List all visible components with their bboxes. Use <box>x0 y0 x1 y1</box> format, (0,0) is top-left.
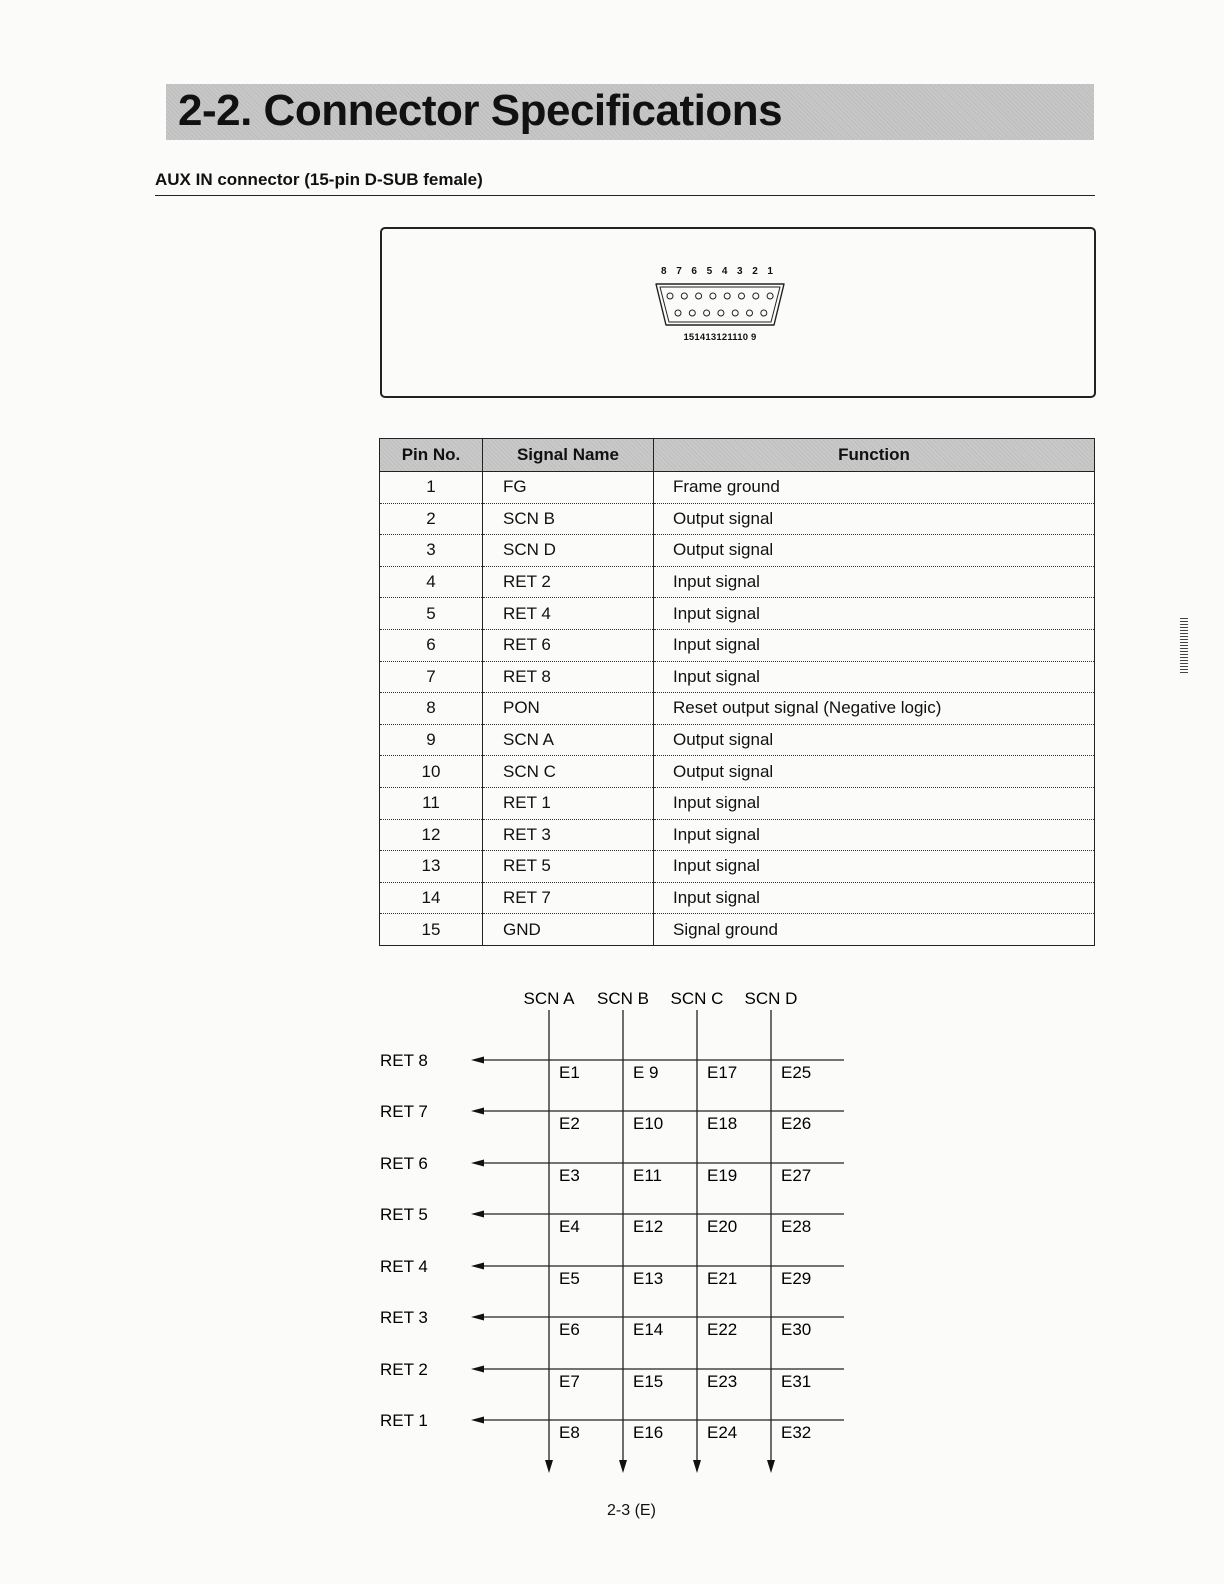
matrix-cell-label: E23 <box>707 1372 738 1391</box>
table-row <box>380 472 1095 504</box>
cell-signal-name: RET 4 <box>483 598 654 630</box>
return-line-label: RET 6 <box>380 1154 428 1173</box>
matrix-cell-label: E30 <box>781 1320 812 1339</box>
cell-function: Input signal <box>654 629 1095 661</box>
cell-function: Input signal <box>654 566 1095 598</box>
connector-pin-hole <box>753 293 759 299</box>
connector-pin-hole <box>732 310 738 316</box>
cell-pin-no: 7 <box>380 661 483 693</box>
table-row <box>380 629 1095 661</box>
cell-signal-name: SCN D <box>483 535 654 567</box>
header-function: Function <box>654 439 1095 472</box>
cell-function: Input signal <box>654 661 1095 693</box>
cell-function: Reset output signal (Negative logic) <box>654 693 1095 725</box>
matrix-cell-label: E18 <box>707 1114 738 1133</box>
header-signal-name: Signal Name <box>483 439 654 472</box>
connector-pin-hole <box>675 310 681 316</box>
connector-pin-hole <box>681 293 687 299</box>
connector-pin-hole <box>667 293 673 299</box>
matrix-cell-label: E2 <box>559 1114 580 1133</box>
table-row <box>380 914 1095 946</box>
connector-pin-hole <box>747 310 753 316</box>
matrix-cell-label: E4 <box>559 1217 580 1236</box>
cell-pin-no: 5 <box>380 598 483 630</box>
cell-signal-name: RET 6 <box>483 629 654 661</box>
section-divider <box>155 195 1095 196</box>
cell-pin-no: 1 <box>380 472 483 504</box>
pin-label: 3 <box>737 266 743 277</box>
pin-assignment-table <box>379 438 1095 946</box>
pin-label: 6 <box>691 266 697 277</box>
arrow-left-icon <box>471 1211 484 1218</box>
cell-pin-no: 9 <box>380 724 483 756</box>
cell-pin-no: 3 <box>380 535 483 567</box>
cell-pin-no: 2 <box>380 503 483 535</box>
cell-function: Signal ground <box>654 914 1095 946</box>
matrix-cell-label: E20 <box>707 1217 738 1236</box>
matrix-cell-label: E26 <box>781 1114 812 1133</box>
cell-function: Output signal <box>654 724 1095 756</box>
arrow-left-icon <box>471 1263 484 1270</box>
cell-signal-name: RET 5 <box>483 851 654 883</box>
margin-index-mark <box>1180 618 1188 674</box>
cell-signal-name: FG <box>483 472 654 504</box>
cell-pin-no: 10 <box>380 756 483 788</box>
matrix-cell-label: E14 <box>633 1320 664 1339</box>
matrix-cell-label: E7 <box>559 1372 580 1391</box>
page-number: 2-3 (E) <box>607 1502 656 1519</box>
matrix-cell-label: E13 <box>633 1269 664 1288</box>
arrow-left-icon <box>471 1417 484 1424</box>
scan-matrix-diagram <box>370 982 860 1482</box>
cell-signal-name: RET 7 <box>483 882 654 914</box>
connector-pin-hole <box>767 293 773 299</box>
cell-signal-name: GND <box>483 914 654 946</box>
matrix-cell-label: E19 <box>707 1166 738 1185</box>
header-pin-no: Pin No. <box>380 439 483 472</box>
connector-pin-hole <box>704 310 710 316</box>
cell-function: Input signal <box>654 819 1095 851</box>
return-line-label: RET 1 <box>380 1411 428 1430</box>
pin-label: 4 <box>721 266 728 277</box>
table-row <box>380 819 1095 851</box>
cell-signal-name: RET 3 <box>483 819 654 851</box>
matrix-cell-label: E12 <box>633 1217 664 1236</box>
matrix-cell-label: E28 <box>781 1217 812 1236</box>
matrix-cell-label: E6 <box>559 1320 580 1339</box>
matrix-cell-label: E5 <box>559 1269 580 1288</box>
cell-pin-no: 14 <box>380 882 483 914</box>
cell-pin-no: 6 <box>380 629 483 661</box>
return-line-label: RET 5 <box>380 1205 428 1224</box>
cell-pin-no: 11 <box>380 787 483 819</box>
arrow-left-icon <box>471 1057 484 1064</box>
table-row <box>380 598 1095 630</box>
table-row <box>380 535 1095 567</box>
matrix-cell-label: E15 <box>633 1372 664 1391</box>
pin-label: 5 <box>706 266 713 277</box>
cell-pin-no: 12 <box>380 819 483 851</box>
matrix-cell-label: E8 <box>559 1423 580 1442</box>
return-line-label: RET 4 <box>380 1257 428 1276</box>
pin-label: 8 <box>661 266 667 277</box>
return-line-label: RET 7 <box>380 1102 428 1121</box>
cell-signal-name: RET 8 <box>483 661 654 693</box>
table-row <box>380 756 1095 788</box>
matrix-cell-label: E1 <box>559 1063 580 1082</box>
cell-function: Input signal <box>654 787 1095 819</box>
pin-label: 1 <box>767 266 773 277</box>
arrow-left-icon <box>471 1108 484 1115</box>
scan-line-label: SCN C <box>670 989 724 1008</box>
matrix-cell-label: E22 <box>707 1320 738 1339</box>
table-row <box>380 503 1095 535</box>
table-row <box>380 661 1095 693</box>
arrow-left-icon <box>471 1366 484 1373</box>
cell-function: Output signal <box>654 503 1095 535</box>
title-bar <box>166 84 1094 140</box>
matrix-cell-label: E24 <box>707 1423 738 1442</box>
matrix-cell-label: E16 <box>633 1423 664 1442</box>
connector-pin-hole <box>689 310 695 316</box>
pin-label: 2 <box>752 266 758 277</box>
scan-line-label: SCN D <box>744 989 798 1008</box>
connector-pin-hole <box>724 293 730 299</box>
matrix-cell-label: E10 <box>633 1114 664 1133</box>
arrow-left-icon <box>471 1314 484 1321</box>
table-row <box>380 724 1095 756</box>
connector-pin-hole <box>739 293 745 299</box>
cell-signal-name: RET 2 <box>483 566 654 598</box>
cell-pin-no: 15 <box>380 914 483 946</box>
page-title: 2-2. Connector Specifications <box>178 86 783 135</box>
table-row <box>380 787 1095 819</box>
matrix-cell-label: E27 <box>781 1166 812 1185</box>
arrow-down-icon <box>545 1460 553 1473</box>
return-line-label: RET 2 <box>380 1360 428 1379</box>
connector-pin-hole <box>696 293 702 299</box>
matrix-cell-label: E32 <box>781 1423 812 1442</box>
cell-signal-name: RET 1 <box>483 787 654 819</box>
dsub-connector-drawing <box>650 280 790 330</box>
table-row <box>380 566 1095 598</box>
return-line-label: RET 8 <box>380 1051 428 1070</box>
cell-function: Input signal <box>654 851 1095 883</box>
pin-label: 7 <box>676 266 682 277</box>
connector-pin-hole <box>710 293 716 299</box>
section-heading: AUX IN connector (15-pin D-SUB female) <box>155 170 483 189</box>
table-header-row <box>380 439 1095 472</box>
matrix-cell-label: E3 <box>559 1166 580 1185</box>
matrix-cell-label: E29 <box>781 1269 812 1288</box>
matrix-cell-label: E 9 <box>633 1063 659 1082</box>
arrow-left-icon <box>471 1160 484 1167</box>
cell-function: Frame ground <box>654 472 1095 504</box>
return-line-label: RET 3 <box>380 1308 428 1327</box>
table-row <box>380 882 1095 914</box>
scan-line-label: SCN B <box>597 989 649 1008</box>
matrix-cell-label: E17 <box>707 1063 738 1082</box>
cell-pin-no: 4 <box>380 566 483 598</box>
arrow-down-icon <box>693 1460 701 1473</box>
table-row <box>380 851 1095 883</box>
cell-signal-name: PON <box>483 693 654 725</box>
cell-function: Output signal <box>654 756 1095 788</box>
cell-function: Input signal <box>654 598 1095 630</box>
cell-signal-name: SCN A <box>483 724 654 756</box>
table-row <box>380 693 1095 725</box>
matrix-cell-label: E11 <box>633 1166 662 1185</box>
cell-function: Output signal <box>654 535 1095 567</box>
matrix-cell-label: E31 <box>781 1372 812 1391</box>
connector-pin-hole <box>761 310 767 316</box>
connector-top-pin-labels <box>661 266 773 277</box>
matrix-cell-label: E21 <box>707 1269 738 1288</box>
arrow-down-icon <box>619 1460 627 1473</box>
connector-bottom-pin-labels: 151413121110 9 <box>683 332 757 343</box>
cell-signal-name: SCN C <box>483 756 654 788</box>
cell-pin-no: 8 <box>380 693 483 725</box>
scan-line-label: SCN A <box>523 989 575 1008</box>
cell-function: Input signal <box>654 882 1095 914</box>
arrow-down-icon <box>767 1460 775 1473</box>
matrix-cell-label: E25 <box>781 1063 812 1082</box>
cell-pin-no: 13 <box>380 851 483 883</box>
connector-pin-hole <box>718 310 724 316</box>
cell-signal-name: SCN B <box>483 503 654 535</box>
